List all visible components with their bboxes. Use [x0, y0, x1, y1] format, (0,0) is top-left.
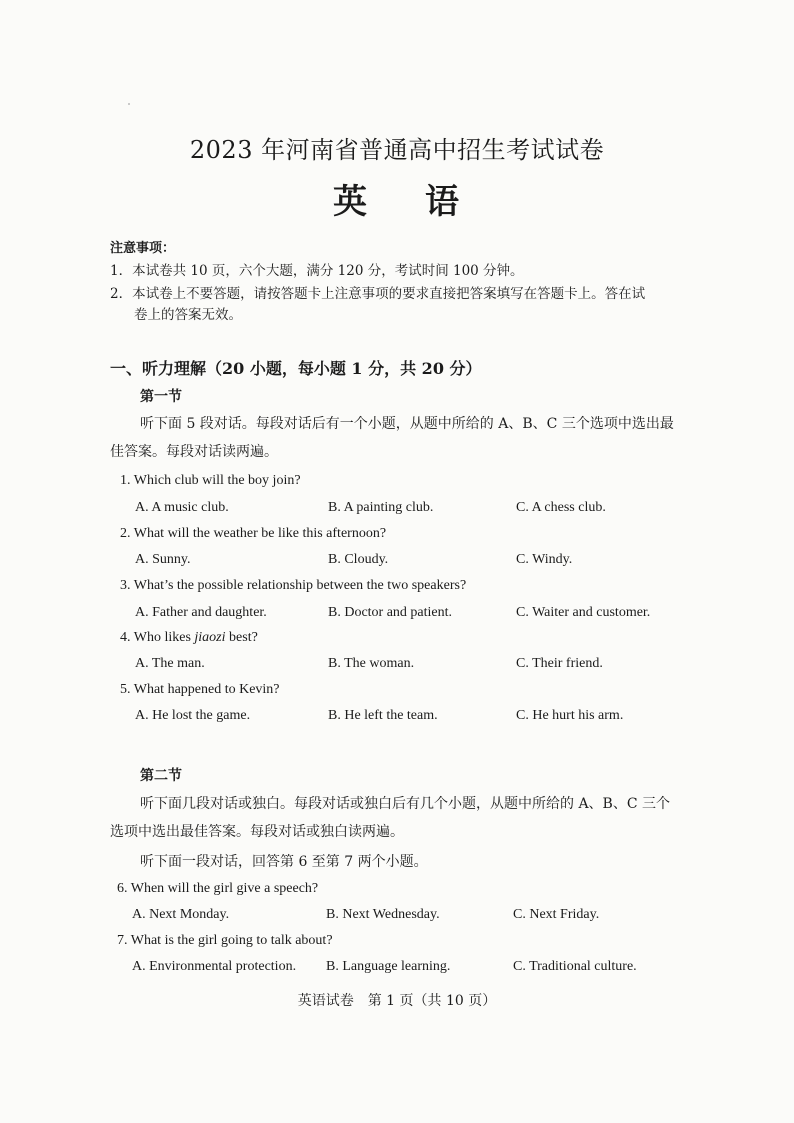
- question-1-option-a: A. A music club.: [135, 500, 229, 515]
- page-footer: 英语试卷 第 1 页（共 10 页）: [297, 993, 497, 1009]
- question-4-text-end: best?: [225, 630, 258, 645]
- question-7: 7. What is the girl going to talk about?: [117, 933, 333, 948]
- subject-title: [0, 174, 794, 223]
- section-heading-listening: 一、听力理解（20 小题，每小题 1 分，共 20 分）: [110, 359, 482, 378]
- part-2-instruction-line-3: 听下面一段对话，回答第 6 至第 7 两个小题。: [140, 854, 428, 870]
- notice-item-1: 1．本试卷共 10 页，六个大题，满分 120 分，考试时间 100 分钟。: [110, 263, 524, 279]
- question-6: 6. When will the girl give a speech?: [117, 881, 319, 896]
- question-2-option-a: A. Sunny.: [135, 552, 191, 567]
- question-1-option-b: B. A painting club.: [328, 500, 434, 515]
- question-4-text-start: 4. Who likes: [120, 630, 195, 645]
- question-3: 3. What’s the possible relationship between the two speakers?: [120, 578, 467, 593]
- question-7-option-a: A. Environmental protection.: [132, 959, 297, 974]
- question-6-option-a: A. Next Monday.: [132, 907, 230, 922]
- question-7-option-b: B. Language learning.: [326, 959, 451, 974]
- question-3-option-c: C. Waiter and customer.: [516, 605, 651, 620]
- notice-item-2-line-2: 卷上的答案无效。: [134, 307, 242, 323]
- question-1: 1. Which club will the boy join?: [120, 473, 301, 488]
- part-2-heading: 第二节: [140, 768, 182, 784]
- question-5: 5. What happened to Kevin?: [120, 682, 280, 697]
- question-2: 2. What will the weather be like this afternoon?: [120, 526, 387, 541]
- scan-speck: [128, 103, 130, 105]
- question-1-option-c: C. A chess club.: [516, 500, 606, 515]
- part-1-instruction-line-2: 佳答案。每段对话读两遍。: [110, 444, 278, 460]
- exam-title: 2023 年河南省普通高中招生考试试卷: [189, 136, 605, 164]
- question-5-option-a: A. He lost the game.: [135, 708, 251, 723]
- subject-char-1: 英: [333, 182, 369, 222]
- question-3-option-a: A. Father and daughter.: [135, 605, 267, 620]
- question-5-option-c: C. He hurt his arm.: [516, 708, 624, 723]
- part-1-instruction-line-1: 听下面 5 段对话。每段对话后有一个小题，从题中所给的 A、B、C 三个选项中选出最: [140, 416, 674, 432]
- part-2-instruction-line-2: 选项中选出最佳答案。每段对话或独白读两遍。: [110, 824, 404, 840]
- part-2-instruction-line-1: 听下面几段对话或独白。每段对话或独白后有几个小题，从题中所给的 A、B、C 三个: [140, 796, 671, 812]
- notice-heading: 注意事项：: [110, 241, 176, 256]
- question-2-option-b: B. Cloudy.: [328, 552, 389, 567]
- question-4-option-c: C. Their friend.: [516, 656, 603, 671]
- question-4-option-a: A. The man.: [135, 656, 205, 671]
- question-2-option-c: C. Windy.: [516, 552, 573, 567]
- question-4-italic-word: jiaozi: [194, 630, 226, 645]
- question-3-option-b: B. Doctor and patient.: [328, 605, 453, 620]
- question-4: [120, 630, 258, 646]
- question-7-option-c: C. Traditional culture.: [513, 959, 637, 974]
- notice-item-2-line-1: 2．本试卷上不要答题，请按答题卡上注意事项的要求直接把答案填写在答题卡上。答在试: [110, 286, 646, 302]
- question-6-option-b: B. Next Wednesday.: [326, 907, 440, 922]
- question-6-option-c: C. Next Friday.: [513, 907, 600, 922]
- question-4-option-b: B. The woman.: [328, 656, 415, 671]
- question-5-option-b: B. He left the team.: [328, 708, 438, 723]
- subject-char-2: 语: [425, 182, 461, 222]
- part-1-heading: 第一节: [140, 389, 182, 405]
